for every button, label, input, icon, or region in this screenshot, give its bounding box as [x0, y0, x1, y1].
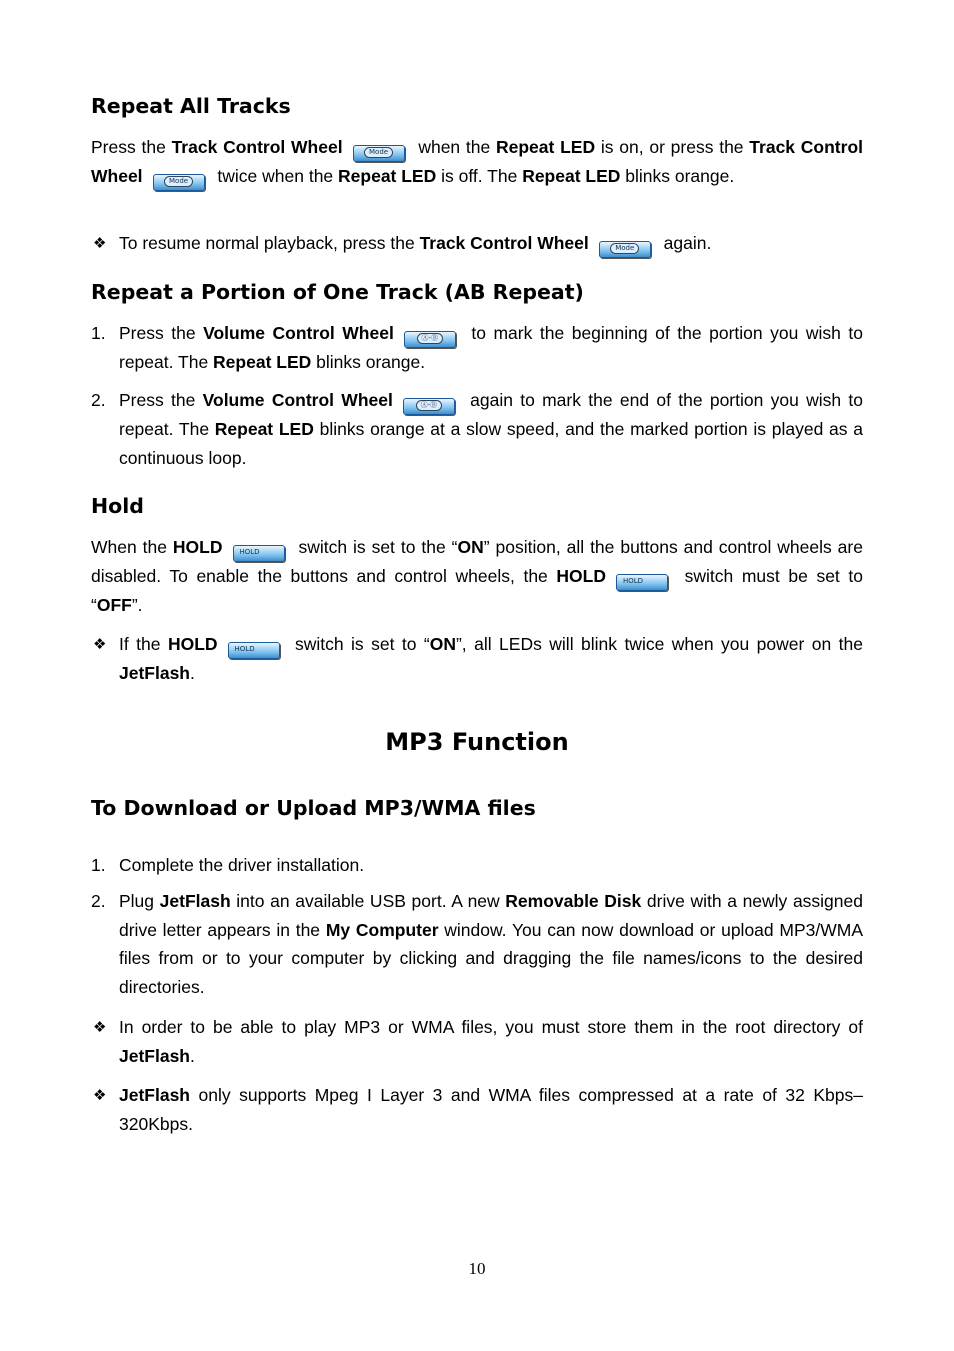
heading-mp3-function: MP3 Function: [385, 728, 569, 756]
bullet-root-directory: ❖ In order to be able to play MP3 or WMA files, you must store them in the root directory of JetFlash.: [91, 1013, 863, 1070]
heading-ab-repeat: Repeat a Portion of One Track (AB Repeat): [91, 280, 584, 304]
paragraph-repeat-all: Press the Track Control Wheel Mode when the Repeat LED is on, or press the Track Control Wheel Mode twice when the Repeat LED is off. The Repeat LED blinks orange.: [91, 133, 863, 191]
hold-switch-icon: HOLD: [616, 574, 668, 591]
bullet-supported-formats: ❖ JetFlash only supports Mpeg I Layer 3 and WMA files compressed at a rate of 32 Kbps–320Kbps.: [91, 1081, 863, 1138]
page-number: 10: [468, 1259, 486, 1278]
bullet-marker-icon: ❖: [93, 234, 107, 252]
list-item-ab-2: 2. Press the Volume Control Wheel Ⓐ-Ⓑ again to mark the end of the portion you wish to repeat. The Repeat LED blinks orange at a slow speed, and the marked portion is played as a continuous loop.: [91, 390, 863, 468]
paragraph-hold: When the HOLD HOLD switch is set to the “ON” position, all the buttons and control wheels are disabled. To enable the buttons and control wheels, the HOLD HOLD switch must be set to “OFF”.: [91, 537, 863, 615]
bullet-marker-icon: ❖: [93, 1086, 107, 1104]
list-item-mp3-2: 2. Plug JetFlash into an available USB port. A new Removable Disk drive with a newly assigned drive letter appears in the My Computer window. You can now download or upload MP3/WMA files from or to your computer by clicking and dragging the file names/icons to the desired directories.: [91, 891, 864, 998]
hold-switch-icon: HOLD: [228, 642, 280, 659]
list-item-mp3-1: 1. Complete the driver installation.: [91, 855, 365, 875]
hold-switch-icon: HOLD: [233, 545, 285, 562]
ab-button-icon: Ⓐ-Ⓑ: [404, 331, 456, 348]
bullet-marker-icon: ❖: [93, 1018, 107, 1036]
list-item-ab-1: 1. Press the Volume Control Wheel Ⓐ-Ⓑ to mark the beginning of the portion you wish to repeat. The Repeat LED blinks orange.: [91, 323, 863, 372]
heading-repeat-all-tracks: Repeat All Tracks: [91, 94, 291, 118]
heading-hold: Hold: [91, 494, 144, 518]
mode-button-icon: Mode: [599, 241, 651, 258]
heading-download-upload: To Download or Upload MP3/WMA files: [91, 796, 536, 820]
mode-button-icon: Mode: [153, 174, 205, 191]
bullet-marker-icon: ❖: [93, 635, 107, 653]
bullet-resume-playback: ❖ To resume normal playback, press the Track Control Wheel Mode again.: [91, 229, 863, 258]
mode-button-icon: Mode: [353, 145, 405, 162]
bullet-hold-leds: ❖ If the HOLD HOLD switch is set to “ON”, all LEDs will blink twice when you power on the JetFlash.: [91, 630, 863, 688]
ab-button-icon: Ⓐ-Ⓑ: [403, 398, 455, 415]
